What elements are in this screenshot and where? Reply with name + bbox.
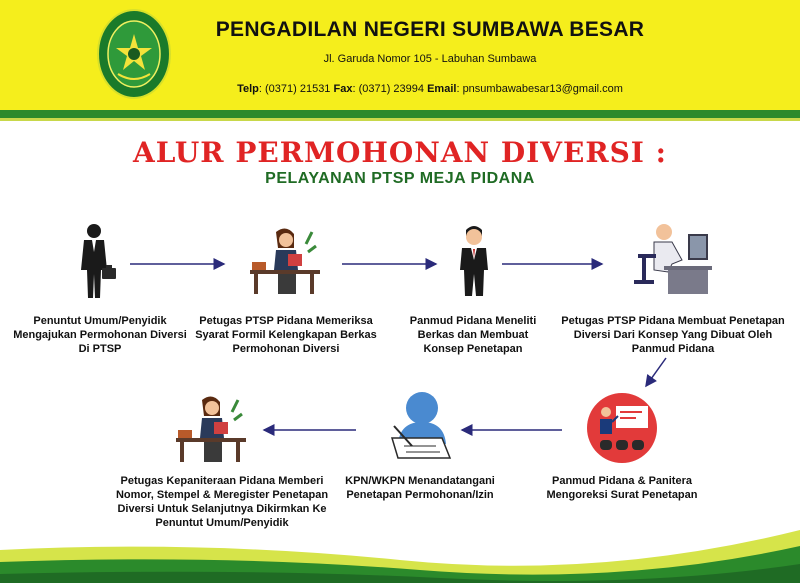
email-label: Email	[427, 83, 457, 95]
step-6-label: KPN/WKPN Menandatangani Penetapan Permohonan/Izin	[345, 475, 495, 501]
step-1-label: Penuntut Umum/Penyidik Mengajukan Permohonan Diversi Di PTSP	[13, 315, 187, 355]
telp-label: Telp	[237, 83, 259, 95]
step-2-label: Petugas PTSP Pidana Memeriksa Syarat Formil Kelengkapan Berkas Permohonan Diversi	[195, 315, 377, 355]
court-name: PENGADILAN NEGERI SUMBAWA BESAR	[215, 18, 645, 41]
arrow-step4-to-step5	[646, 358, 666, 386]
court-address: Jl. Garuda Nomor 105 - Labuhan Sumbawa	[323, 53, 537, 65]
telp-value: : (0371) 21531	[258, 83, 331, 95]
fax-value: : (0371) 23994	[352, 83, 425, 95]
fax-label: Fax	[333, 83, 353, 95]
page-title: ALUR PERMOHONAN DIVERSI :	[133, 136, 667, 169]
step-5-label: Panmud Pidana & Panitera Mengoreksi Surat Penetapan	[546, 475, 698, 501]
page-subtitle: PELAYANAN PTSP MEJA PIDANA	[265, 170, 535, 187]
email-value: : pnsumbawabesar13@gmail.com	[456, 83, 623, 95]
step-3-label: Panmud Pidana Meneliti Berkas dan Membuat Konsep Penetapan	[409, 315, 537, 355]
step-4-label: Petugas PTSP Pidana Membuat Penetapan Diversi Dari Konsep Yang Dibuat Oleh Panmud Pidana	[561, 315, 785, 355]
step-7-label: Petugas Kepaniteraan Pidana Memberi Nomor, Stempel & Meregister Penetapan Diversi Untuk Selanjutnya Dikirmkan Ke Penuntut Umum/Penyidik	[115, 475, 329, 529]
footer-wave	[0, 510, 800, 583]
